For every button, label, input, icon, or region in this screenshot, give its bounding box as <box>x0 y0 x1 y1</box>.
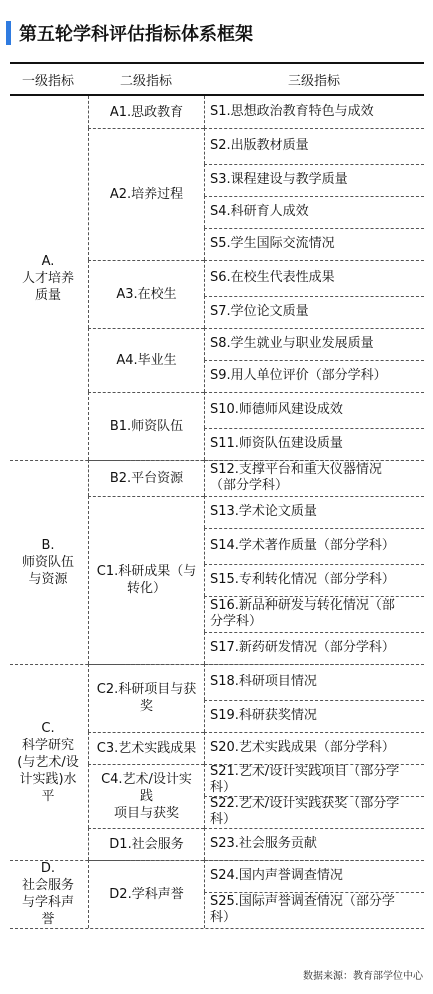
header-level2: 二级指标 <box>119 73 172 89</box>
level3-cell: S10.师德师风建设成效 <box>204 392 424 428</box>
level1-cell: A. 人才培养 质量 <box>21 253 74 303</box>
level3-cell: S6.在校生代表性成果 <box>204 260 424 296</box>
level2-divider <box>88 732 204 733</box>
level2-divider <box>88 128 204 129</box>
level3-divider <box>204 196 424 197</box>
level3-divider <box>204 732 424 733</box>
level2-cell: C4.艺术/设计实 践 项目与获奖 <box>88 764 204 828</box>
level3-divider <box>204 596 424 597</box>
level1-cell: C. 科学研究 (与艺术/设 计实践)水 平 <box>17 720 79 804</box>
header-level3: 三级指标 <box>287 73 340 89</box>
level3-divider <box>204 260 424 261</box>
source-note: 数据来源：教育部学位中心 <box>303 971 423 982</box>
section-divider <box>10 460 424 461</box>
level3-cell: S23.社会服务贡献 <box>204 828 424 860</box>
level3-divider <box>204 496 424 497</box>
level3-divider <box>204 796 424 797</box>
level2-cell: A4.毕业生 <box>88 328 204 392</box>
level3-cell: S21.艺术/设计实践项目（部分学 科） <box>204 764 424 796</box>
level2-cell: B1.师资队伍 <box>88 392 204 460</box>
level3-divider <box>204 228 424 229</box>
level1-cell: B. 师资队伍 与资源 <box>21 537 74 587</box>
level3-divider <box>204 128 424 129</box>
level2-cell: D2.学科声誉 <box>88 860 204 928</box>
level2-cell: D1.社会服务 <box>88 828 204 860</box>
level3-divider <box>204 164 424 165</box>
level3-cell: S20.艺术实践成果（部分学科） <box>204 732 424 764</box>
level2-cell: A2.培养过程 <box>88 128 204 260</box>
level3-divider <box>204 700 424 701</box>
level2-divider <box>88 260 204 261</box>
level3-cell: S7.学位论文质量 <box>204 296 424 328</box>
level3-divider <box>204 528 424 529</box>
level3-cell: S1.思想政治教育特色与成效 <box>204 96 424 128</box>
level3-cell: S16.新品种研发与转化情况（部 分学科） <box>204 596 424 632</box>
level3-divider <box>204 392 424 393</box>
level3-divider <box>204 632 424 633</box>
level2-divider <box>88 764 204 765</box>
level2-cell: C1.科研成果（与 转化） <box>88 496 204 664</box>
level2-divider <box>88 828 204 829</box>
level3-divider <box>204 564 424 565</box>
title-accent-bar <box>6 21 11 45</box>
page-title: 第五轮学科评估指标体系框架 <box>19 24 253 45</box>
level2-cell: A3.在校生 <box>88 260 204 328</box>
title-area <box>6 20 253 46</box>
level3-cell: S17.新药研发情况（部分学科） <box>204 632 424 664</box>
level3-cell: S4.科研育人成效 <box>204 196 424 228</box>
level3-cell: S15.专利转化情况（部分学科） <box>204 564 424 596</box>
level2-cell: C2.科研项目与获 奖 <box>88 664 204 732</box>
level3-divider <box>204 764 424 765</box>
level3-cell: S14.学术著作质量（部分学科） <box>204 528 424 564</box>
section-divider <box>10 664 424 665</box>
level3-cell: S11.师资队伍建设质量 <box>204 428 424 460</box>
level3-divider <box>204 296 424 297</box>
level3-cell: S24.国内声誉调查情况 <box>204 860 424 892</box>
level3-cell: S22.艺术/设计实践获奖（部分学 科） <box>204 796 424 828</box>
level3-cell: S8.学生就业与职业发展质量 <box>204 328 424 360</box>
section-divider <box>10 860 424 861</box>
level2-cell: C3.艺术实践成果 <box>88 732 204 764</box>
level3-divider <box>204 828 424 829</box>
level3-divider <box>204 328 424 329</box>
header-level1: 一级指标 <box>21 73 74 89</box>
level3-divider <box>204 892 424 893</box>
level2-divider <box>88 496 204 497</box>
level3-cell: S18.科研项目情况 <box>204 664 424 700</box>
table-body <box>10 96 424 928</box>
level2-divider <box>88 328 204 329</box>
level2-cell: B2.平台资源 <box>88 460 204 496</box>
level2-divider <box>88 392 204 393</box>
level3-divider <box>204 428 424 429</box>
level3-divider <box>204 360 424 361</box>
level3-cell: S3.课程建设与教学质量 <box>204 164 424 196</box>
level3-cell: S2.出版教材质量 <box>204 128 424 164</box>
level3-cell: S5.学生国际交流情况 <box>204 228 424 260</box>
level3-cell: S19.科研获奖情况 <box>204 700 424 732</box>
level1-cell: D. 社会服务 与学科声 誉 <box>21 861 74 927</box>
level3-cell: S13.学术论文质量 <box>204 496 424 528</box>
level3-cell: S12.支撑平台和重大仪器情况 （部分学科） <box>204 460 424 496</box>
level2-cell: A1.思政教育 <box>88 96 204 128</box>
level3-cell: S9.用人单位评价（部分学科） <box>204 360 424 392</box>
table-bottom-rule <box>10 928 424 929</box>
level3-cell: S25.国际声誉调查情况（部分学 科） <box>204 892 424 928</box>
